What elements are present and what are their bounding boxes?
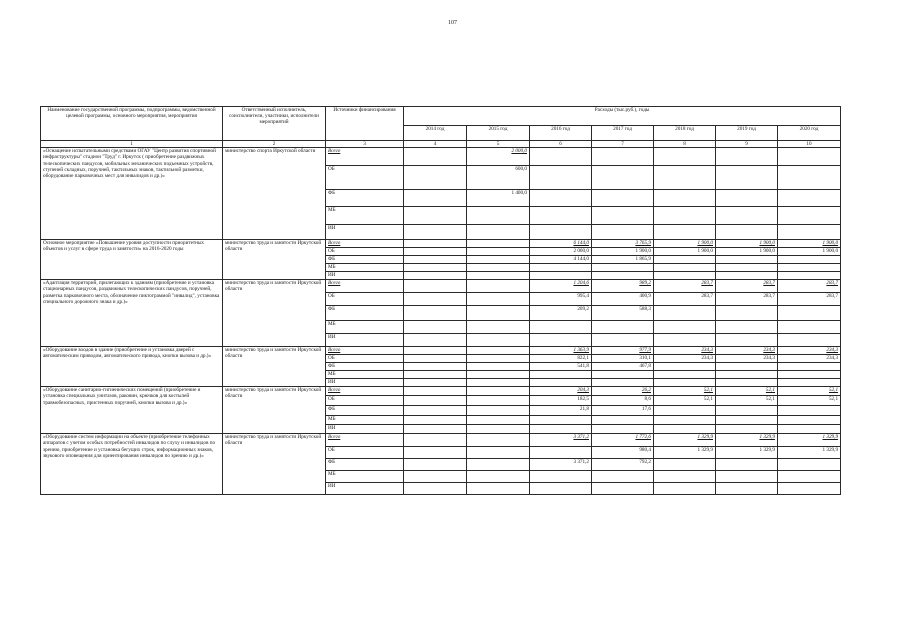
amount-cell: [592, 379, 654, 387]
column-number: 2: [223, 141, 326, 148]
funding-source: МБ: [326, 321, 404, 334]
amount-cell: [654, 363, 716, 371]
amount-cell: [778, 459, 841, 471]
amount-cell: [404, 306, 467, 321]
amount-cell: 26,2: [592, 387, 654, 396]
column-number: 4: [404, 141, 467, 148]
amount-cell: [592, 264, 654, 272]
header-year: 2019 год: [716, 126, 778, 141]
amount-cell: [716, 190, 778, 207]
amount-cell: [654, 256, 716, 264]
amount-cell: [530, 190, 592, 207]
amount-cell: [778, 148, 841, 166]
amount-cell: [404, 347, 467, 355]
amount-cell: 6 144,0: [530, 240, 592, 248]
measure-name: «Оборудование систем информации на объекте (приобретение телефонных аппаратов с учетом особых потребностей инвалидов по слуху и инвалидов по зрению, приобретение и установка бегущих строк, информационных знаков, звукового оповещения для ориентирования инвалидов по зрению и др.)»: [41, 434, 223, 495]
executor-name: министерство труда и занятости Иркутской области: [223, 280, 326, 347]
funding-source: МБ: [326, 264, 404, 272]
column-number: 10: [778, 141, 841, 148]
column-number: 8: [654, 141, 716, 148]
table-row: [41, 387, 841, 396]
amount-cell: [530, 207, 592, 225]
amount-cell: 234,3: [778, 355, 841, 363]
column-number: 3: [326, 141, 404, 148]
amount-cell: [778, 207, 841, 225]
table-row: [41, 347, 841, 355]
executor-name: министерство труда и занятости Иркутской области: [223, 347, 326, 387]
amount-cell: 209,2: [530, 306, 592, 321]
amount-cell: [530, 272, 592, 280]
funding-source: ИИ: [326, 425, 404, 434]
amount-cell: 1 900,0: [778, 240, 841, 248]
amount-cell: [404, 379, 467, 387]
amount-cell: 52,1: [654, 396, 716, 406]
table-body: [41, 148, 841, 495]
amount-cell: [404, 293, 467, 306]
funding-source: МБ: [326, 207, 404, 225]
measure-name: «Оборудование входов в здание (приобретение и установка дверей с автоматическим приводом, автоматического привода, кнопки вызова и др.)»: [41, 347, 223, 387]
funding-source: ОБ: [326, 166, 404, 190]
amount-cell: 1 900,0: [778, 248, 841, 256]
amount-cell: 1 400,0: [467, 190, 530, 207]
amount-cell: 1 865,9: [592, 256, 654, 264]
amount-cell: [716, 471, 778, 483]
amount-cell: 52,1: [778, 396, 841, 406]
amount-cell: 283,7: [778, 280, 841, 293]
amount-cell: [716, 459, 778, 471]
amount-cell: [654, 471, 716, 483]
funding-source: ФБ: [326, 306, 404, 321]
executor-name: министерство труда и занятости Иркутской области: [223, 240, 326, 280]
amount-cell: [716, 256, 778, 264]
header-expenses: Расходы (тыс.руб.), годы: [404, 107, 841, 126]
amount-cell: [467, 396, 530, 406]
amount-cell: [716, 148, 778, 166]
amount-cell: 1 900,0: [716, 240, 778, 248]
amount-cell: [592, 166, 654, 190]
amount-cell: [467, 434, 530, 447]
amount-cell: 234,3: [778, 347, 841, 355]
amount-cell: [404, 280, 467, 293]
amount-cell: 600,0: [467, 166, 530, 190]
amount-cell: 3 371,2: [530, 459, 592, 471]
amount-cell: [778, 190, 841, 207]
amount-cell: [404, 190, 467, 207]
amount-cell: [592, 225, 654, 240]
amount-cell: [467, 387, 530, 396]
amount-cell: 52,1: [778, 387, 841, 396]
amount-cell: 1 900,0: [654, 240, 716, 248]
amount-cell: [654, 416, 716, 425]
amount-cell: [467, 306, 530, 321]
amount-cell: [467, 321, 530, 334]
amount-cell: [654, 321, 716, 334]
amount-cell: [467, 425, 530, 434]
amount-cell: [778, 256, 841, 264]
amount-cell: [654, 371, 716, 379]
amount-cell: [467, 240, 530, 248]
amount-cell: [404, 166, 467, 190]
amount-cell: [467, 483, 530, 495]
amount-cell: [404, 148, 467, 166]
amount-cell: [716, 272, 778, 280]
table-row: [41, 240, 841, 248]
amount-cell: [592, 207, 654, 225]
amount-cell: [716, 225, 778, 240]
budget-table: [40, 106, 841, 495]
funding-source: МБ: [326, 371, 404, 379]
amount-cell: [778, 264, 841, 272]
executor-name: министерство труда и занятости Иркутской области: [223, 387, 326, 434]
amount-cell: [716, 363, 778, 371]
amount-cell: [530, 416, 592, 425]
amount-cell: 3 371,2: [530, 434, 592, 447]
amount-cell: [778, 334, 841, 347]
amount-cell: [778, 416, 841, 425]
amount-cell: 1 329,9: [778, 434, 841, 447]
amount-cell: 283,7: [716, 293, 778, 306]
amount-cell: 52,1: [716, 396, 778, 406]
amount-cell: [530, 379, 592, 387]
measure-name: Основное мероприятие «Повышение уровня доступности приоритетных объектов и услуг в сфере труда и занятости» на 2016-2020 годы: [41, 240, 223, 280]
amount-cell: [654, 225, 716, 240]
amount-cell: [467, 207, 530, 225]
amount-cell: 977,9: [592, 347, 654, 355]
amount-cell: 4 144,0: [530, 256, 592, 264]
amount-cell: [467, 459, 530, 471]
amount-cell: [467, 248, 530, 256]
amount-cell: [778, 306, 841, 321]
amount-cell: 52,1: [654, 387, 716, 396]
amount-cell: 1 329,9: [716, 434, 778, 447]
amount-cell: [404, 447, 467, 459]
executor-name: министерство труда и занятости Иркутской области: [223, 434, 326, 495]
amount-cell: [467, 334, 530, 347]
amount-cell: [654, 459, 716, 471]
funding-source: ОБ: [326, 293, 404, 306]
measure-name: «Адаптация территорий, прилегающих к зданиям (приобретение и установка стационарных пандусов, раздвижных телескопических пандусов, поручней, разметка парковочного места, обозначение пиктограммой "инвалид", установка специального дорожного знака и др.)»: [41, 280, 223, 347]
executor-name: министерство спорта Иркутской области: [223, 148, 326, 240]
amount-cell: [530, 483, 592, 495]
amount-cell: [404, 321, 467, 334]
amount-cell: [467, 264, 530, 272]
amount-cell: [404, 334, 467, 347]
amount-cell: [716, 306, 778, 321]
amount-cell: [404, 416, 467, 425]
amount-cell: [592, 272, 654, 280]
amount-cell: [778, 363, 841, 371]
amount-cell: 989,2: [592, 280, 654, 293]
amount-cell: [404, 434, 467, 447]
amount-cell: [467, 272, 530, 280]
amount-cell: [592, 371, 654, 379]
amount-cell: 234,3: [654, 347, 716, 355]
amount-cell: 234,3: [654, 355, 716, 363]
amount-cell: 283,7: [778, 293, 841, 306]
funding-source: МБ: [326, 416, 404, 425]
amount-cell: 1 329,9: [654, 434, 716, 447]
amount-cell: 234,3: [716, 347, 778, 355]
amount-cell: [467, 447, 530, 459]
amount-cell: [530, 447, 592, 459]
amount-cell: 8,6: [592, 396, 654, 406]
amount-cell: [654, 148, 716, 166]
amount-cell: [404, 248, 467, 256]
amount-cell: [404, 483, 467, 495]
amount-cell: 2 000,0: [530, 248, 592, 256]
amount-cell: 792,2: [592, 459, 654, 471]
amount-cell: 1 363,9: [530, 347, 592, 355]
table-row: [41, 148, 841, 166]
amount-cell: [467, 406, 530, 416]
amount-cell: [530, 264, 592, 272]
funding-source: ФБ: [326, 190, 404, 207]
amount-cell: 283,7: [654, 280, 716, 293]
funding-source: ОБ: [326, 396, 404, 406]
header-year: 2018 год: [654, 126, 716, 141]
amount-cell: 1 900,0: [716, 248, 778, 256]
amount-cell: 283,7: [654, 293, 716, 306]
amount-cell: [592, 471, 654, 483]
amount-cell: [654, 207, 716, 225]
amount-cell: [778, 166, 841, 190]
amount-cell: [467, 280, 530, 293]
amount-cell: [778, 406, 841, 416]
amount-cell: 21,8: [530, 406, 592, 416]
amount-cell: [778, 225, 841, 240]
amount-cell: [592, 148, 654, 166]
amount-cell: 310,1: [592, 355, 654, 363]
amount-cell: [592, 425, 654, 434]
header-name: Наименование государственной программы, подпрограммы, ведомственной целевой программы, основного мероприятия, мероприятия: [41, 107, 223, 141]
amount-cell: [530, 225, 592, 240]
amount-cell: 3 765,9: [592, 240, 654, 248]
amount-cell: [654, 425, 716, 434]
amount-cell: [778, 425, 841, 434]
amount-cell: [467, 355, 530, 363]
amount-cell: 980,4: [592, 447, 654, 459]
column-number: 9: [716, 141, 778, 148]
amount-cell: [404, 207, 467, 225]
funding-source: ОБ: [326, 447, 404, 459]
amount-cell: [716, 416, 778, 425]
amount-cell: 541,8: [530, 363, 592, 371]
funding-source: ИИ: [326, 272, 404, 280]
amount-cell: [592, 321, 654, 334]
amount-cell: [530, 166, 592, 190]
amount-cell: 1 900,0: [592, 248, 654, 256]
header-source: Источники финансирования: [326, 107, 404, 141]
amount-cell: [592, 416, 654, 425]
amount-cell: [530, 471, 592, 483]
amount-cell: 234,3: [716, 355, 778, 363]
amount-cell: [404, 256, 467, 264]
amount-cell: [654, 406, 716, 416]
amount-cell: 182,5: [530, 396, 592, 406]
amount-cell: [592, 190, 654, 207]
amount-cell: 400,9: [592, 293, 654, 306]
table-row: [41, 434, 841, 447]
amount-cell: [716, 483, 778, 495]
amount-cell: [716, 379, 778, 387]
amount-cell: [716, 406, 778, 416]
funding-source: ОБ: [326, 355, 404, 363]
header-year: 2016 год: [530, 126, 592, 141]
amount-cell: [592, 483, 654, 495]
amount-cell: [467, 379, 530, 387]
amount-cell: [404, 396, 467, 406]
funding-source: Всего: [326, 387, 404, 396]
amount-cell: [716, 264, 778, 272]
column-number: 5: [467, 141, 530, 148]
funding-source: ФБ: [326, 256, 404, 264]
amount-cell: [654, 166, 716, 190]
amount-cell: [467, 371, 530, 379]
funding-source: Всего: [326, 280, 404, 293]
amount-cell: [467, 293, 530, 306]
amount-cell: [404, 425, 467, 434]
amount-cell: 17,6: [592, 406, 654, 416]
amount-cell: [404, 264, 467, 272]
funding-source: Всего: [326, 240, 404, 248]
funding-source: ФБ: [326, 459, 404, 471]
amount-cell: [404, 225, 467, 240]
amount-cell: 588,3: [592, 306, 654, 321]
amount-cell: 1 772,6: [592, 434, 654, 447]
amount-cell: [530, 334, 592, 347]
page-number: 107: [448, 20, 457, 26]
amount-cell: [404, 355, 467, 363]
amount-cell: [778, 483, 841, 495]
amount-cell: [654, 483, 716, 495]
funding-source: ОБ: [326, 248, 404, 256]
amount-cell: [654, 264, 716, 272]
funding-source: ИИ: [326, 225, 404, 240]
amount-cell: [654, 306, 716, 321]
funding-source: ИИ: [326, 483, 404, 495]
header-year: 2020 год: [778, 126, 841, 141]
funding-source: ФБ: [326, 363, 404, 371]
amount-cell: [716, 371, 778, 379]
amount-cell: 1 329,9: [716, 447, 778, 459]
amount-cell: [778, 379, 841, 387]
amount-cell: [467, 416, 530, 425]
amount-cell: [404, 459, 467, 471]
amount-cell: 1 900,0: [654, 248, 716, 256]
funding-source: ИИ: [326, 379, 404, 387]
amount-cell: [467, 225, 530, 240]
amount-cell: [716, 321, 778, 334]
amount-cell: [404, 363, 467, 371]
amount-cell: [404, 240, 467, 248]
amount-cell: 995,4: [530, 293, 592, 306]
amount-cell: 283,7: [716, 280, 778, 293]
amount-cell: 1 204,6: [530, 280, 592, 293]
amount-cell: [592, 334, 654, 347]
amount-cell: 467,8: [592, 363, 654, 371]
amount-cell: [467, 471, 530, 483]
funding-source: ФБ: [326, 406, 404, 416]
amount-cell: [530, 321, 592, 334]
amount-cell: [404, 471, 467, 483]
measure-name: «Оснащение испытательными средствами ОГАУ "Центр развития спортивной инфраструктуры" стадион "Труд" г. Иркутск ( приобретение раздвижных телескопических пандусов, мобильных механических подъемных устройств, ступеней складных, поручней, тактильных знаков, тактильной разметки, оборудование парковочных мест для инвалидов и др.)»: [41, 148, 223, 240]
header-year: 2015 год: [467, 126, 530, 141]
amount-cell: [716, 207, 778, 225]
funding-source: Всего: [326, 148, 404, 166]
funding-source: Всего: [326, 347, 404, 355]
amount-cell: [654, 379, 716, 387]
header-year: 2014 год: [404, 126, 467, 141]
amount-cell: 204,3: [530, 387, 592, 396]
column-number: 1: [41, 141, 223, 148]
column-number: 7: [592, 141, 654, 148]
amount-cell: 2 000,0: [467, 148, 530, 166]
funding-source: МБ: [326, 471, 404, 483]
amount-cell: [404, 406, 467, 416]
amount-cell: [778, 321, 841, 334]
amount-cell: [530, 148, 592, 166]
amount-cell: [778, 471, 841, 483]
amount-cell: [654, 272, 716, 280]
amount-cell: [654, 334, 716, 347]
amount-cell: [467, 363, 530, 371]
amount-cell: [404, 387, 467, 396]
amount-cell: [467, 347, 530, 355]
amount-cell: [778, 272, 841, 280]
header-executor: Ответственный исполнитель, соисполнители, участники, исполнители мероприятий: [223, 107, 326, 141]
amount-cell: 1 329,9: [778, 447, 841, 459]
amount-cell: [716, 166, 778, 190]
amount-cell: [716, 334, 778, 347]
table-row: [41, 280, 841, 293]
amount-cell: 52,1: [716, 387, 778, 396]
amount-cell: [654, 190, 716, 207]
amount-cell: 822,1: [530, 355, 592, 363]
amount-cell: [467, 256, 530, 264]
amount-cell: [530, 371, 592, 379]
measure-name: «Оборудование санитарно-гигиенических помещений (приобретение и установка специальных унитазов, раковин, крючков для костылей травмобезопасных, пристенных поручней, кнопки вызова и др.)»: [41, 387, 223, 434]
header-year: 2017 год: [592, 126, 654, 141]
funding-source: ИИ: [326, 334, 404, 347]
amount-cell: [404, 272, 467, 280]
column-number: 6: [530, 141, 592, 148]
amount-cell: [778, 371, 841, 379]
amount-cell: [716, 425, 778, 434]
funding-source: Всего: [326, 434, 404, 447]
amount-cell: 1 329,9: [654, 447, 716, 459]
amount-cell: [404, 371, 467, 379]
amount-cell: [530, 425, 592, 434]
